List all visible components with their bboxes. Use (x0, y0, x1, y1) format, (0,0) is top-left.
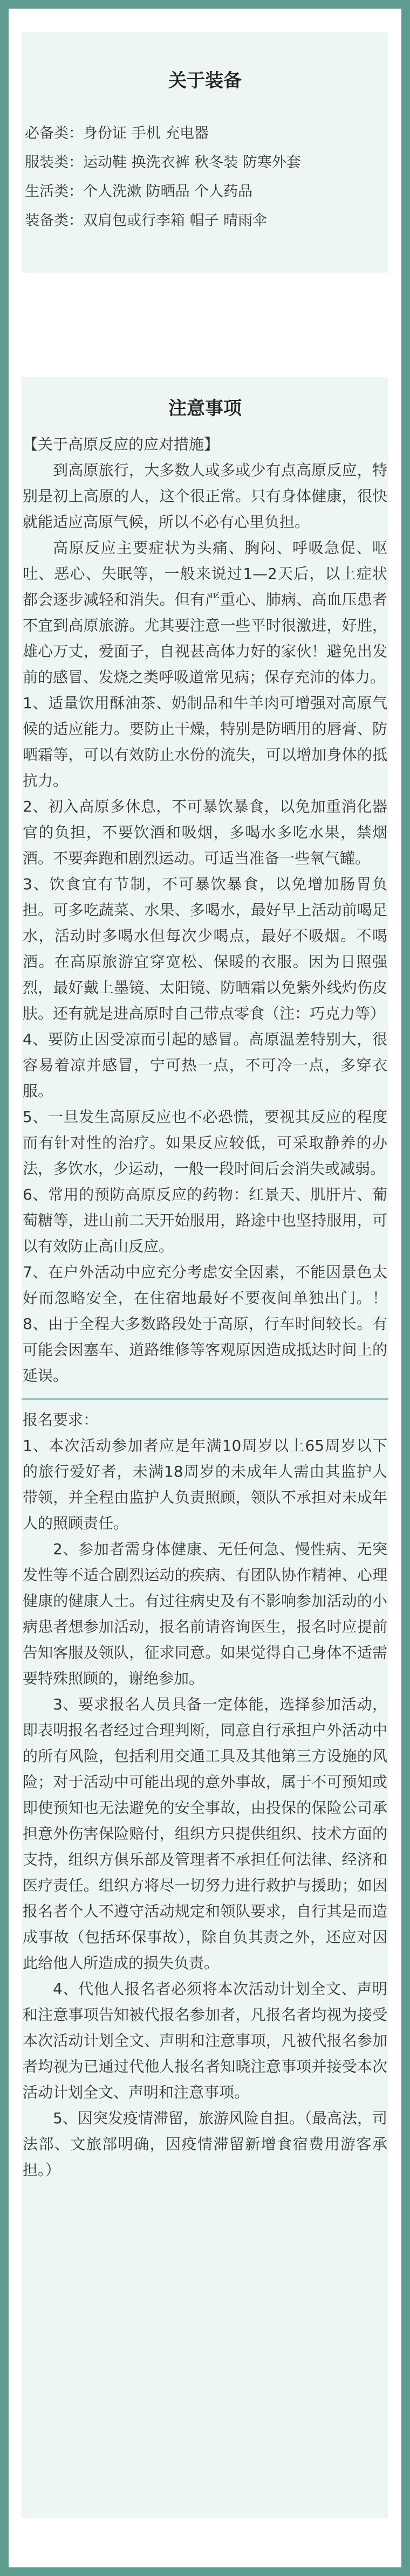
altitude-item: 7、在户外活动中应充分考虑安全因素，不能因景色太好而忽略安全，在住宿地最好不要夜间单独出门。！8、由于全程大多数路段处于高原，行车时间较长。有可能会因塞车、道路维修等客观原因造成抵达时间上的延误。 (23, 1263, 387, 1384)
equipment-row-daily (25, 177, 385, 206)
signup-heading: 报名要求： (23, 1411, 99, 1429)
signup-item: 4、代他人报名者必须将本次活动计划全文、声明和注意事项告知被代报名参加者，凡报名者均视为接受本次活动计划全文、声明和注意事项，凡被代报名参加者均视为已通过代他人报名者知晓注意事项并接受本次活动计划全文、声明和注意事项。 (23, 1980, 387, 2101)
notes-card (22, 377, 388, 2518)
altitude-item: 2、初入高原多休息，不可暴饮暴食，以免加重消化器官的负担，不要饮酒和吸烟，多喝水多吃水果，禁烟酒。不要奔跑和剧烈运动。可适当准备一些氧气罐。 (23, 798, 387, 867)
altitude-heading: 【关于高原反应的应对措施】 (23, 435, 220, 453)
equipment-category: 必备类： (25, 125, 83, 142)
altitude-item: 1、适量饮用酥油茶、奶制品和牛羊肉可增强对高原气候的适应能力。要防止干燥，特别是防晒用的唇膏、防晒霜等，可以有效防止水份的流失，可以增加身体的抵抗力。 (23, 694, 387, 790)
signup-item: 2、参加者需身体健康、无任何急、慢性病、无突发性等不适合剧烈运动的疾病、有团队协作精神、心理健康的健康人士。有过往病史及有不影响参加活动的小病患者想参加活动，报名前请咨询医生，报名时应提前告知客服及领队，征求同意。如果觉得自己身体不适需要特殊照顾的，谢绝参加。 (23, 1540, 387, 1687)
equipment-items: 双肩包或行李箱 帽子 晴雨伞 (83, 212, 268, 229)
notes-title: 注意事项 (168, 398, 242, 419)
signup-item: 3、要求报名人员具备一定体能，选择参加活动，即表明报名者经过合理判断，同意自行承担户外活动中的所有风险，包括利用交通工具及其他第三方设施的风险；对于活动中可能出现的意外事故，属于不可预知或即使预知也无法避免的安全事故，由投保的保险公司承担意外伤害保险赔付，组织方只提供组织、技术方面的支持，组织方俱乐部及管理者不承担任何法律、经济和医疗责任。组织方将尽一切努力进行救护与援助；如因报名者个人不遵守活动规定和领队要求，自行其是而造成事故（包括环保事故），除自负其责之外，还应对因此给他人所造成的损失负责。 (23, 1695, 387, 1972)
equipment-items: 运动鞋 换洗衣裤 秋冬装 防寒外套 (83, 154, 301, 171)
equipment-row-essentials (25, 119, 385, 148)
equipment-title: 关于装备 (168, 70, 242, 92)
altitude-item: 3、饮食宜有节制，不可暴饮暴食，以免增加肠胃负担。可多吃蔬菜、水果、多喝水，最好早上活动前喝足水，活动时多喝水但每次少喝点，最好不吸烟。不喝酒。在高原旅游宜穿宽松、保暖的衣服。因为日照强烈，最好戴上墨镜、太阳镜、防晒霜以免紫外线灼伤皮肤。还有就是进高原时自己带点零食（注：巧克力等） (23, 875, 387, 1022)
altitude-item: 4、要防止因受凉而引起的感冒。高原温差特别大，很容易着凉并感冒，宁可热一点，不可冷一点，多穿衣服。 (23, 1030, 387, 1100)
altitude-item: 5、一旦发生高原反应也不必恐慌，要视其反应的程度而有针对性的治疗。如果反应较低，可采取静养的办法，多饮水，少运动，一般一段时间后会消失或减弱。 (23, 1108, 387, 1178)
signup-item: 5、因突发疫情滞留，旅游风险自担。（最高法，司法部、文旅部明确，因疫情滞留新增食宿费用游客承担。） (23, 2109, 387, 2179)
altitude-paragraph: 到高原旅行，大多数人或多或少有点高原反应，特别是初上高原的人，这个很正常。只有身体健康，很快就能适应高原气候，所以不必有心里负担。 (23, 461, 387, 531)
altitude-item: 6、常用的预防高原反应的药物：红景天、肌肝片、葡萄糖等，进山前二天开始服用，路途中也坚持服用，可以有效防止高山反应。 (23, 1186, 387, 1255)
equipment-items: 身份证 手机 充电器 (83, 125, 209, 142)
equipment-category: 装备类： (25, 212, 83, 229)
section-divider (22, 1398, 388, 1400)
altitude-paragraph: 高原反应主要症状为头痛、胸闷、呼吸急促、呕吐、恶心、失眠等，一般来说过1—2天后，以上症状都会逐步减轻和消失。但有严重心、肺病、高血压患者不宜到高原旅游。尤其要注意一些平时很激进，好胜，雄心万丈，爱面子，自视甚高体力好的家伙！避免出发前的感冒、发烧之类呼吸道常见病；保存充沛的体力。 (23, 539, 387, 686)
equipment-row-gear (25, 206, 385, 236)
equipment-items: 个人洗漱 防晒品 个人药品 (83, 183, 253, 200)
equipment-category: 生活类： (25, 183, 83, 200)
signup-item: 1、本次活动参加者应是年满10周岁以上65周岁以下的旅行爱好者，未满18周岁的未成年人需由其监护人带领，并全程由监护人负责照顾，领队不承担对未成年人的照顾责任。 (23, 1437, 387, 1532)
equipment-row-clothing (25, 148, 385, 177)
equipment-card (22, 32, 388, 273)
equipment-category: 服装类： (25, 154, 83, 171)
